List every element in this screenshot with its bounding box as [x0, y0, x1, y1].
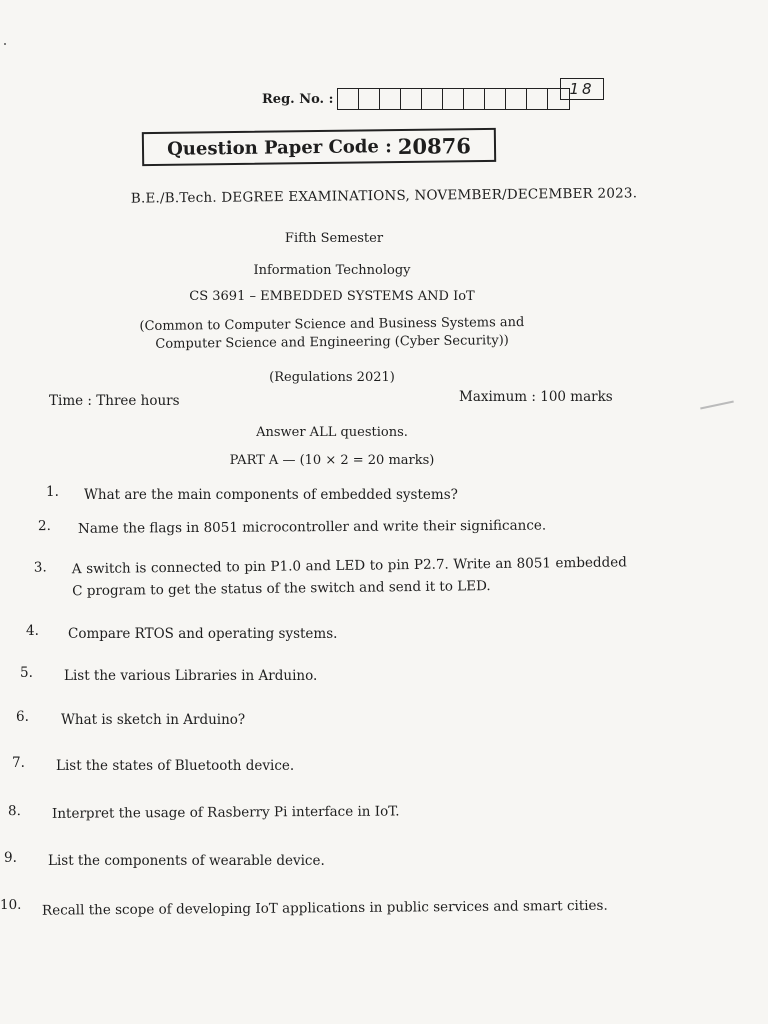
question-item: [16, 709, 616, 732]
reg-digit-box: [338, 89, 359, 109]
question-number: 5.: [20, 665, 33, 681]
question-text: List the states of Bluetooth device.: [56, 758, 295, 774]
question-item: [20, 665, 620, 688]
common-line-1: (Common to Computer Science and Business Systems and: [139, 314, 525, 335]
question-number: 8.: [7, 803, 21, 820]
question-item: [8, 799, 628, 826]
reg-digit-box: [422, 89, 443, 109]
question-number: 3.: [33, 559, 47, 576]
qpc-code: 20876: [397, 132, 472, 159]
time-allowed: Time : Three hours: [49, 393, 180, 409]
pen-mark: [700, 400, 734, 409]
question-text: A switch is connected to pin P1.0 and LED to pin P2.7. Write an 8051 embedded C program to get the status of the switch and send it to LED.: [71, 554, 627, 599]
qpc-label: Question Paper Code :: [167, 135, 392, 160]
regulations: (Regulations 2021): [269, 370, 395, 385]
reg-digit-box: [527, 89, 548, 109]
question-item: [38, 514, 638, 541]
question-number: 9.: [4, 850, 17, 866]
part-heading: PART A — (10 × 2 = 20 marks): [229, 453, 435, 468]
question-item: [26, 623, 626, 646]
exam-title: B.E./B.Tech. DEGREE EXAMINATIONS, NOVEMBER/DECEMBER 2023.: [130, 185, 638, 207]
instruction: Answer ALL questions.: [256, 425, 408, 440]
question-text: Recall the scope of developing IoT applications in public services and smart cities.: [41, 897, 608, 919]
question-text: What is sketch in Arduino?: [61, 712, 246, 728]
question-number: 2.: [37, 518, 51, 535]
reg-digit-box: [443, 89, 464, 109]
reg-digit-box: [506, 89, 527, 109]
question-item: [46, 484, 606, 507]
reg-digit-box: [359, 89, 380, 109]
question-text: List the various Libraries in Arduino.: [64, 668, 318, 684]
reg-digit-box: [380, 89, 401, 109]
question-number: 1.: [46, 484, 59, 500]
question-item: [34, 552, 634, 603]
question-paper-code-box: [142, 128, 496, 166]
reg-number-label: Reg. No. :: [262, 91, 334, 107]
semester: Fifth Semester: [284, 231, 384, 246]
question-number: 10.: [0, 896, 22, 914]
question-text: Compare RTOS and operating systems.: [68, 626, 338, 642]
reg-number-field: [262, 88, 570, 110]
maximum-marks: Maximum : 100 marks: [459, 389, 613, 405]
reg-digit-box: [485, 89, 506, 109]
question-text: Name the flags in 8051 microcontroller and write their significance.: [77, 517, 547, 537]
common-line-2: Computer Science and Engineering (Cyber Security)): [155, 333, 509, 353]
common-to-note: [0, 313, 664, 356]
question-number: 6.: [16, 709, 29, 725]
scan-speck: [4, 43, 6, 45]
question-number: 4.: [26, 623, 39, 639]
course-title: CS 3691 – EMBEDDED SYSTEMS AND IoT: [189, 289, 475, 304]
question-text: What are the main components of embedded systems?: [84, 487, 458, 503]
department: Information Technology: [253, 263, 411, 278]
question-number: 7.: [12, 755, 25, 771]
question-text: List the components of wearable device.: [48, 853, 325, 869]
reg-number-boxes: [337, 88, 570, 110]
question-item: [12, 755, 612, 778]
question-item: [4, 850, 624, 873]
question-text: Interpret the usage of Rasberry Pi interface in IoT.: [51, 803, 400, 822]
reg-handwritten-digits: 18: [560, 78, 604, 100]
reg-digit-box: [401, 89, 422, 109]
reg-digit-box: [464, 89, 485, 109]
question-item: [0, 891, 700, 926]
